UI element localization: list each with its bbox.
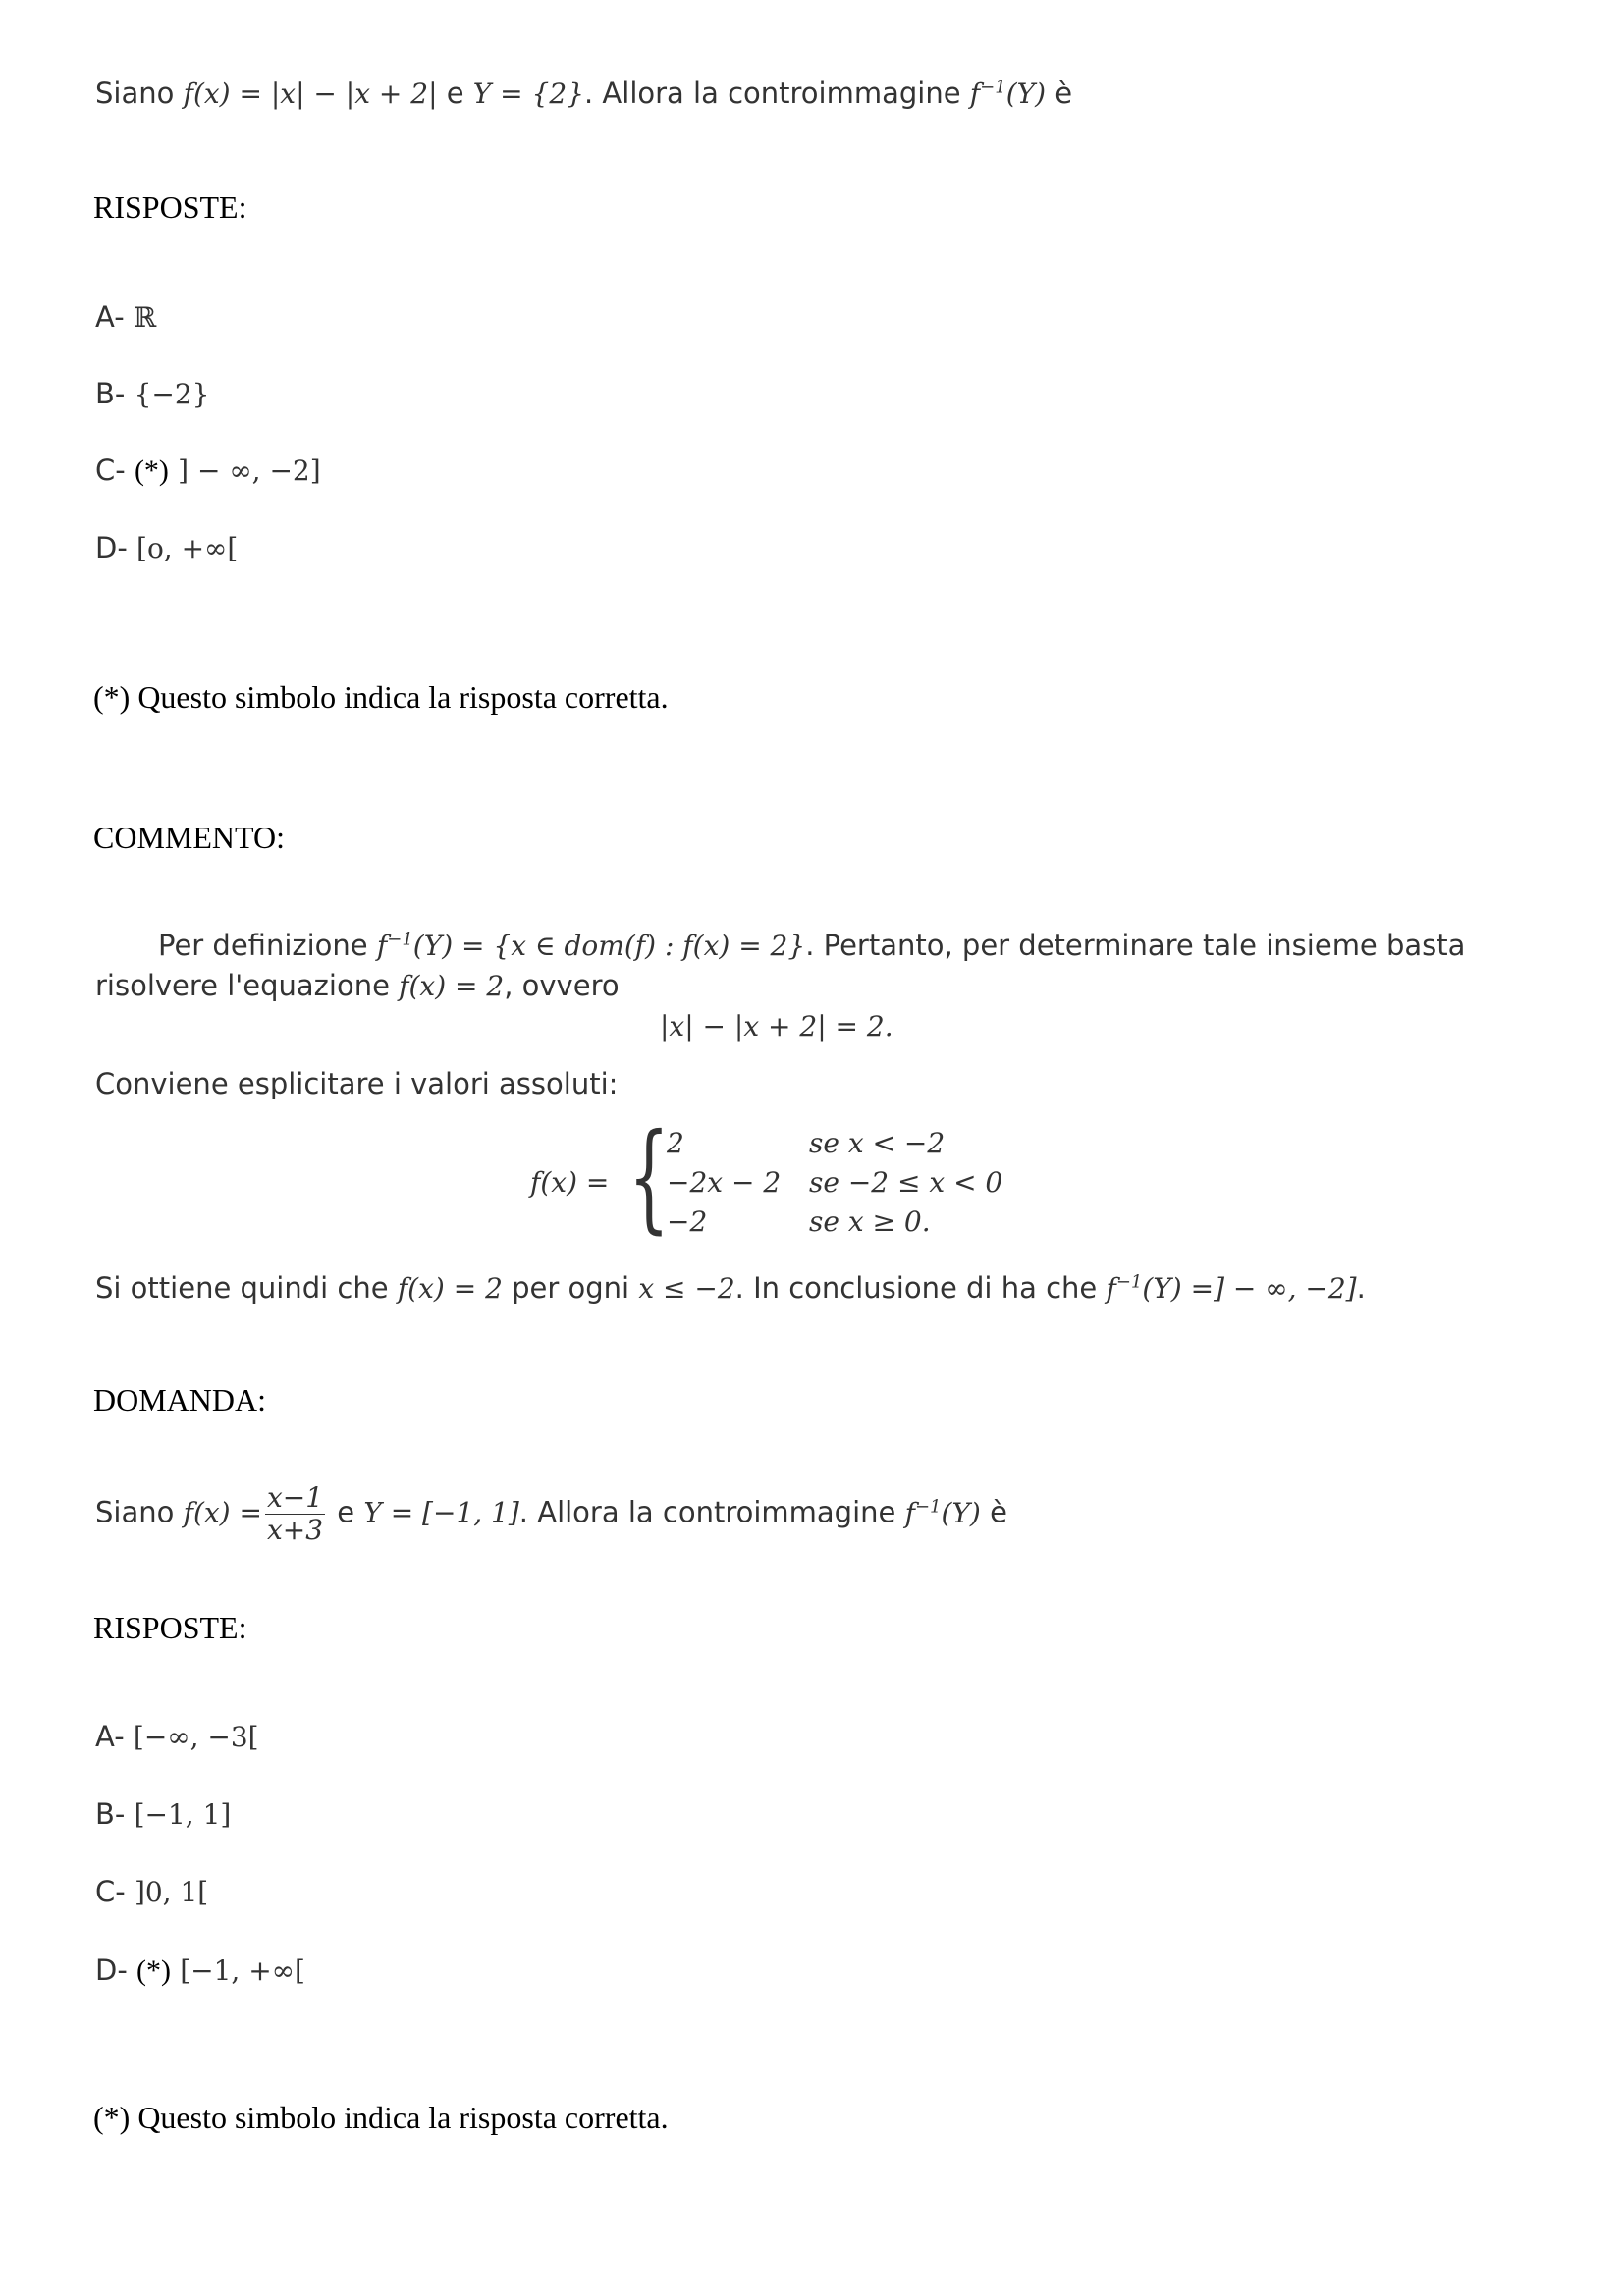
commento-label: COMMENTO: bbox=[93, 820, 285, 855]
answer-a: A- [−∞, −3[ bbox=[95, 1720, 259, 1753]
risposte-label: RISPOSTE: bbox=[93, 189, 247, 225]
answer-value: ]0, 1[ bbox=[134, 1876, 209, 1908]
answer-value: ℝ bbox=[133, 301, 157, 334]
answer-value: {−2} bbox=[134, 378, 210, 410]
question-2-stem: Siano f(x) = $\frac{x-1}{x+3}$ e Y = [−1, 1]. Allora la controimmagine $f^{-1}(Y)$ è bbox=[95, 1481, 1007, 1546]
comment-line-2: risolvere l'equazione f(x) = 2, ovvero bbox=[95, 969, 620, 1002]
function-definition: f(x) = |x| − |x + 2| bbox=[183, 78, 438, 110]
answer-b: B- [−1, 1] bbox=[95, 1797, 232, 1831]
correct-marker: (*) bbox=[136, 1954, 171, 1987]
risposte-label: RISPOSTE: bbox=[93, 1610, 247, 1645]
piecewise-lhs: f(x) = bbox=[530, 1166, 610, 1199]
correct-answer-note: (*) Questo simbolo indica la risposta corretta. bbox=[93, 2100, 669, 2135]
answer-value: [−1, +∞[ bbox=[180, 1954, 305, 1987]
function-definition: f(x) = bbox=[183, 1496, 262, 1529]
piece-condition: se x < −2 bbox=[809, 1127, 946, 1159]
answer-d: D- [o, +∞[ bbox=[95, 531, 239, 564]
correct-answer-note: (*) Questo simbolo indica la risposta corretta. bbox=[93, 679, 669, 715]
answer-d: D- (*) [−1, +∞[ bbox=[95, 1953, 305, 1987]
piece-value: −2x − 2 bbox=[667, 1166, 782, 1199]
answer-value: ] − ∞, −2] bbox=[178, 454, 321, 487]
stem-text: è bbox=[1055, 77, 1073, 110]
piece-condition: se −2 ≤ x < 0 bbox=[809, 1166, 1003, 1199]
answer-value: [−1, 1] bbox=[134, 1798, 232, 1831]
set-y: Y = [−1, 1] bbox=[363, 1496, 519, 1529]
stem-text: Siano bbox=[95, 77, 175, 110]
answer-value: [−∞, −3[ bbox=[133, 1721, 259, 1753]
set-y: Y = {2} bbox=[472, 78, 584, 110]
answer-b: B- {−2} bbox=[95, 377, 210, 410]
answer-value: [o, +∞[ bbox=[136, 532, 239, 564]
stem-text: . Allora la controimmagine bbox=[583, 77, 961, 110]
answer-c: C- (*) ] − ∞, −2] bbox=[95, 454, 321, 487]
comment-line-4: Si ottiene quindi che f(x) = 2 per ogni x ≤ −2. In conclusione di ha che $f^{-1}(Y)$ =] − ∞, −2]. bbox=[95, 1271, 1366, 1305]
question-1-stem bbox=[95, 77, 1072, 110]
domanda-label: DOMANDA: bbox=[93, 1382, 266, 1417]
preimage-expression: $f^{-1}(Y)$ bbox=[969, 77, 1047, 110]
piece-value: −2 bbox=[667, 1205, 708, 1238]
stem-text: e bbox=[446, 77, 464, 110]
piece-value: 2 bbox=[667, 1127, 684, 1159]
preimage-expression: $f^{-1}(Y)$ bbox=[904, 1496, 981, 1529]
comment-line-3: Conviene esplicitare i valori assoluti: bbox=[95, 1067, 619, 1100]
fraction: $\frac{x-1}{x+3}$ bbox=[266, 1481, 324, 1546]
piece-condition: se x ≥ 0. bbox=[809, 1205, 931, 1238]
displayed-equation: |x| − |x + 2| = 2. bbox=[660, 1010, 893, 1042]
answer-a: A- ℝ bbox=[95, 300, 157, 334]
answer-c: C- ]0, 1[ bbox=[95, 1875, 209, 1908]
left-brace: { bbox=[628, 1109, 670, 1246]
comment-line-1: Per definizione $f^{-1}(Y) = \{x$ ∈ dom(f) : f(x) = 2}. Pertanto, per determinare tale insieme basta bbox=[158, 929, 1466, 962]
correct-marker: (*) bbox=[134, 454, 169, 487]
